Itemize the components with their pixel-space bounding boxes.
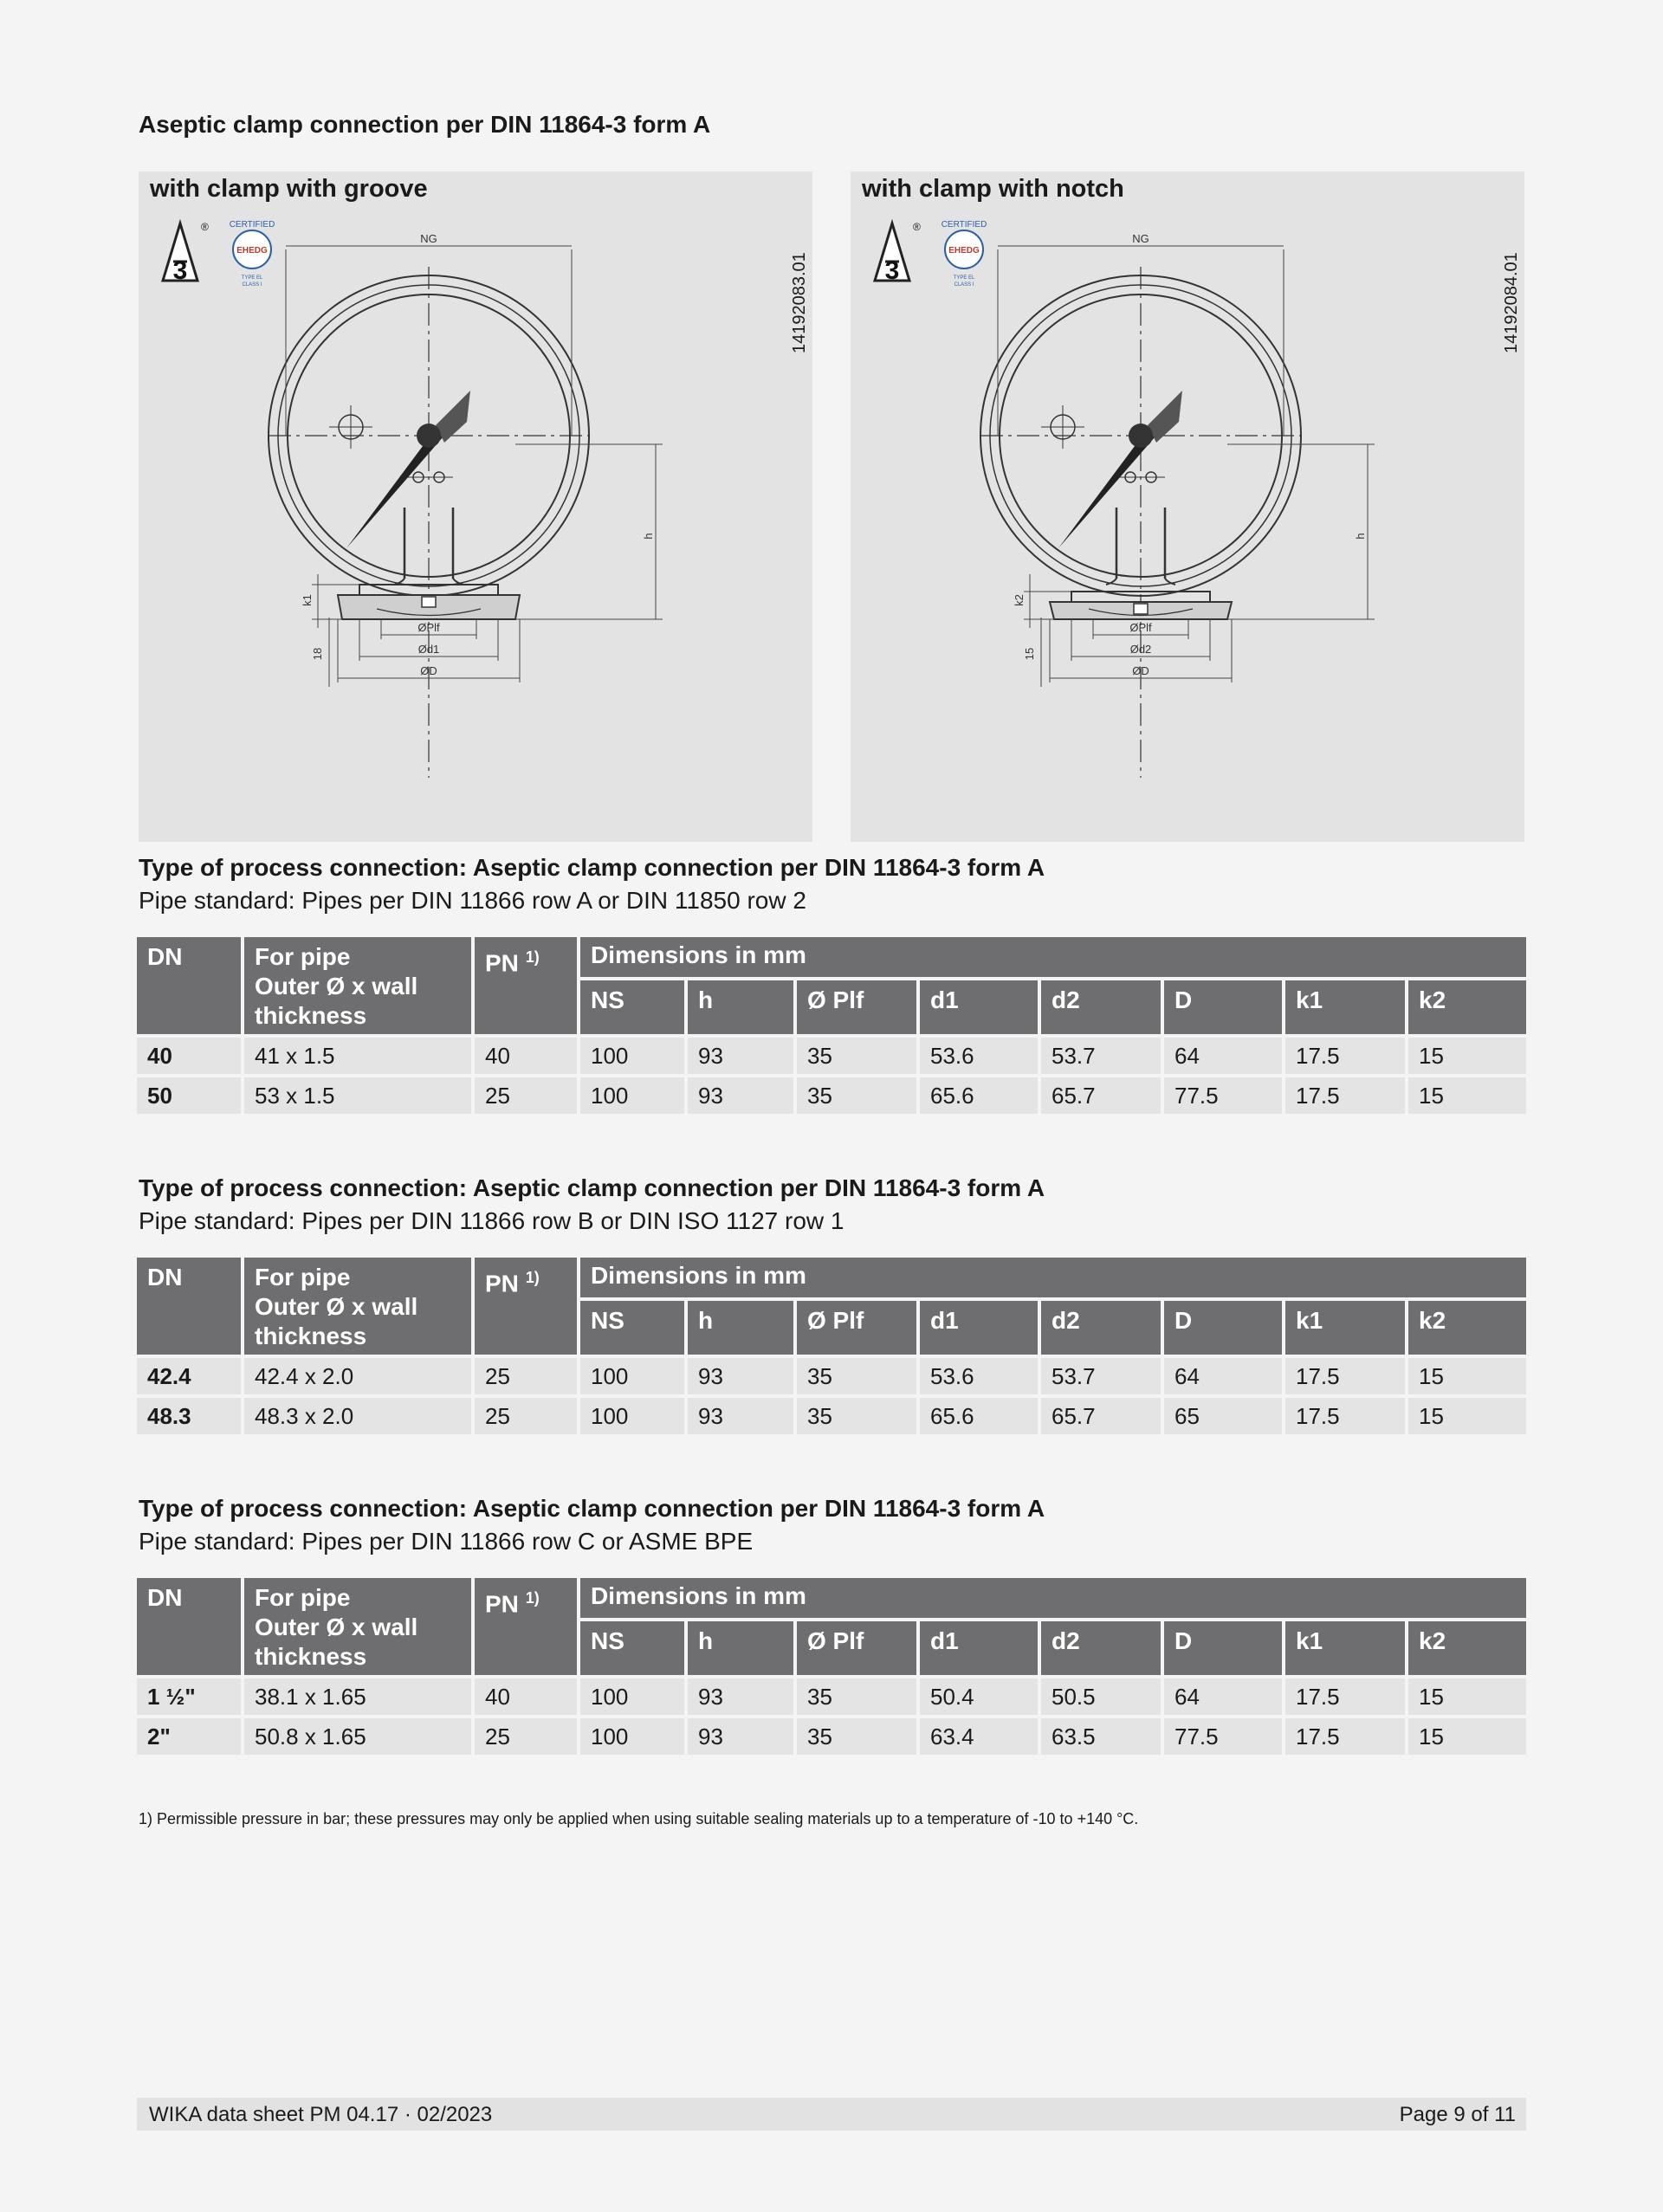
header-col-0: NS [580, 1301, 684, 1355]
ehedg-type: TYPE EL [953, 275, 975, 281]
cell-dn: 1 ½" [137, 1678, 241, 1715]
table-row [137, 1358, 1526, 1394]
cell-value: 50.4 [920, 1678, 1038, 1715]
header-col-2: Ø Plf [797, 1621, 916, 1675]
header-col-6: k1 [1285, 980, 1405, 1034]
header-col-0: NS [580, 980, 684, 1034]
header-pn [475, 1258, 577, 1355]
header-pn-note: 1) [525, 948, 540, 966]
cell-value: 53.7 [1041, 1358, 1161, 1394]
cell-value: 65.6 [920, 1077, 1038, 1114]
cell-pipe: 42.4 x 2.0 [244, 1358, 471, 1394]
dimension-table [133, 934, 1530, 1117]
ehedg-label: EHEDG [948, 246, 980, 255]
header-col-6: k1 [1285, 1301, 1405, 1355]
cell-value: 17.5 [1285, 1398, 1405, 1434]
cell-value: 35 [797, 1077, 916, 1114]
cell-pn: 40 [475, 1038, 577, 1074]
header-col-4: d2 [1041, 1621, 1161, 1675]
header-pipe-sub1: Outer Ø x wall [255, 1614, 418, 1640]
cell-value: 93 [688, 1718, 793, 1755]
footer-page-number: Page 9 of 11 [1399, 2103, 1516, 2126]
dim-ng-label: NG [1132, 232, 1149, 245]
dimension-table [133, 1254, 1530, 1438]
header-col-6: k1 [1285, 1621, 1405, 1675]
cell-value: 17.5 [1285, 1077, 1405, 1114]
header-col-4: d2 [1041, 980, 1161, 1034]
header-pipe [244, 1258, 471, 1355]
cell-value: 50.5 [1041, 1678, 1161, 1715]
dim-h-label: h [1354, 533, 1367, 540]
cell-value: 63.5 [1041, 1718, 1161, 1755]
cell-value: 53.6 [920, 1358, 1038, 1394]
dim-d1-label: Ød1 [417, 643, 440, 656]
cell-value: 15 [1408, 1718, 1526, 1755]
cell-pipe: 41 x 1.5 [244, 1038, 471, 1074]
header-col-4: d2 [1041, 1301, 1161, 1355]
cell-value: 15 [1408, 1358, 1526, 1394]
page-footer [137, 2098, 1526, 2131]
cell-pn: 40 [475, 1678, 577, 1715]
header-col-3: d1 [920, 1621, 1038, 1675]
pipe-standard: Pipe standard: Pipes per DIN 11866 row B or DIN ISO 1127 row 1 [139, 1207, 844, 1234]
header-pipe-sub1: Outer Ø x wall [255, 1293, 418, 1320]
header-pipe-sub2: thickness [255, 1643, 367, 1670]
cell-pn: 25 [475, 1718, 577, 1755]
header-col-1: h [688, 1621, 793, 1675]
header-pn-label: PN [485, 1590, 519, 1618]
pipe-standard: Pipe standard: Pipes per DIN 11866 row A or DIN 11850 row 2 [139, 887, 806, 914]
cell-dn: 50 [137, 1077, 241, 1114]
cell-dn: 2" [137, 1718, 241, 1755]
dim-plf-label: ØPlf [417, 621, 440, 634]
cell-value: 100 [580, 1718, 684, 1755]
section-heading: Type of process connection: Aseptic clamp connection per DIN 11864-3 form A [139, 854, 1045, 881]
cell-value: 15 [1408, 1398, 1526, 1434]
table-row [137, 1077, 1526, 1114]
ehedg-class: CLASS I [242, 282, 262, 288]
cell-value: 100 [580, 1038, 684, 1074]
ehedg-type: TYPE EL [241, 275, 263, 281]
cell-value: 65.7 [1041, 1077, 1161, 1114]
header-col-1: h [688, 1301, 793, 1355]
cell-value: 64 [1164, 1038, 1282, 1074]
cell-value: 100 [580, 1358, 684, 1394]
header-pn-note: 1) [525, 1589, 540, 1607]
header-col-2: Ø Plf [797, 980, 916, 1034]
cell-value: 64 [1164, 1358, 1282, 1394]
cell-value: 17.5 [1285, 1678, 1405, 1715]
header-pn-label: PN [485, 949, 519, 977]
dim-offset-label: 18 [311, 647, 324, 661]
cell-pn: 25 [475, 1077, 577, 1114]
header-pipe [244, 1578, 471, 1675]
dim-ng-label: NG [420, 232, 437, 245]
dim-k-label: k2 [1013, 594, 1026, 606]
dim-d1-label: Ød2 [1129, 643, 1152, 656]
header-col-2: Ø Plf [797, 1301, 916, 1355]
cell-value: 35 [797, 1038, 916, 1074]
cell-value: 93 [688, 1398, 793, 1434]
cell-value: 77.5 [1164, 1718, 1282, 1755]
3a-logo-text: 3 [884, 256, 900, 285]
cell-pipe: 48.3 x 2.0 [244, 1398, 471, 1434]
cell-value: 35 [797, 1398, 916, 1434]
cell-value: 17.5 [1285, 1718, 1405, 1755]
header-pipe-sub2: thickness [255, 1323, 367, 1349]
footer-datasheet: WIKA data sheet PM 04.17 · 02/2023 [149, 2103, 493, 2126]
figure-title: with clamp with notch [862, 175, 1124, 203]
table-row [137, 1398, 1526, 1434]
cell-value: 100 [580, 1678, 684, 1715]
header-dn: DN [137, 1258, 241, 1355]
header-col-7: k2 [1408, 1621, 1526, 1675]
cell-value: 93 [688, 1077, 793, 1114]
section-heading: Type of process connection: Aseptic clamp connection per DIN 11864-3 form A [139, 1174, 1045, 1201]
table-row [137, 1678, 1526, 1715]
table-row [137, 1718, 1526, 1755]
header-col-7: k2 [1408, 980, 1526, 1034]
cell-value: 15 [1408, 1038, 1526, 1074]
dim-D-label: ØD [420, 664, 437, 677]
registered-mark: ® [913, 221, 921, 233]
cell-value: 15 [1408, 1678, 1526, 1715]
cell-value: 93 [688, 1038, 793, 1074]
cell-value: 63.4 [920, 1718, 1038, 1755]
header-dn: DN [137, 1578, 241, 1675]
section-heading: Type of process connection: Aseptic clamp connection per DIN 11864-3 form A [139, 1495, 1045, 1522]
cell-dn: 40 [137, 1038, 241, 1074]
header-col-0: NS [580, 1621, 684, 1675]
gauge-drawing-groove [139, 171, 812, 842]
figure-clamp-groove [139, 171, 812, 842]
header-dn: DN [137, 937, 241, 1034]
cell-value: 65 [1164, 1398, 1282, 1434]
header-pipe-label: For pipe [255, 1264, 351, 1290]
cell-value: 15 [1408, 1077, 1526, 1114]
dim-k-label: k1 [301, 594, 314, 606]
header-pipe-label: For pipe [255, 943, 351, 970]
dim-plf-label: ØPlf [1129, 621, 1152, 634]
cell-pipe: 53 x 1.5 [244, 1077, 471, 1114]
header-pn-note: 1) [525, 1269, 540, 1286]
cell-value: 35 [797, 1678, 916, 1715]
pipe-standard: Pipe standard: Pipes per DIN 11866 row C or ASME BPE [139, 1528, 754, 1555]
page-title: Aseptic clamp connection per DIN 11864-3 form A [139, 111, 711, 138]
header-col-1: h [688, 980, 793, 1034]
cell-value: 64 [1164, 1678, 1282, 1715]
cell-pn: 25 [475, 1358, 577, 1394]
ehedg-class: CLASS I [954, 282, 974, 288]
figure-clamp-notch [851, 171, 1524, 842]
cell-value: 93 [688, 1678, 793, 1715]
footnote: 1) Permissible pressure in bar; these pressures may only be applied when using suitable sealing materials up to a temperature of -10 to +140 °C. [139, 1810, 1139, 1827]
header-col-7: k2 [1408, 1301, 1526, 1355]
header-pn-label: PN [485, 1270, 519, 1297]
header-pn [475, 1578, 577, 1675]
header-pn [475, 937, 577, 1034]
cell-value: 17.5 [1285, 1358, 1405, 1394]
header-pipe-sub1: Outer Ø x wall [255, 973, 418, 999]
figure-title: with clamp with groove [150, 175, 428, 203]
drawing-id: 14192083.01 [790, 252, 809, 353]
header-pipe [244, 937, 471, 1034]
cell-dn: 48.3 [137, 1398, 241, 1434]
cell-value: 35 [797, 1718, 916, 1755]
cell-pn: 25 [475, 1398, 577, 1434]
certified-label: CERTIFIED [941, 220, 987, 230]
dim-h-label: h [642, 533, 655, 540]
registered-mark: ® [201, 221, 209, 233]
cell-value: 53.6 [920, 1038, 1038, 1074]
certified-label: CERTIFIED [229, 220, 275, 230]
drawing-id: 14192084.01 [1502, 252, 1521, 353]
cell-pipe: 50.8 x 1.65 [244, 1718, 471, 1755]
cell-value: 100 [580, 1398, 684, 1434]
table-row [137, 1038, 1526, 1074]
header-col-5: D [1164, 1301, 1282, 1355]
cell-value: 65.6 [920, 1398, 1038, 1434]
dimension-table [133, 1575, 1530, 1758]
cell-value: 77.5 [1164, 1077, 1282, 1114]
dim-D-label: ØD [1132, 664, 1149, 677]
3a-logo-text: 3 [172, 256, 188, 285]
cell-dn: 42.4 [137, 1358, 241, 1394]
cell-pipe: 38.1 x 1.65 [244, 1678, 471, 1715]
header-col-5: D [1164, 980, 1282, 1034]
header-col-3: d1 [920, 980, 1038, 1034]
cell-value: 100 [580, 1077, 684, 1114]
gauge-drawing-notch [851, 171, 1524, 842]
header-dimensions: Dimensions in mm [580, 937, 1526, 977]
dim-offset-label: 15 [1023, 647, 1036, 661]
header-dimensions: Dimensions in mm [580, 1258, 1526, 1297]
ehedg-label: EHEDG [236, 246, 268, 255]
cell-value: 65.7 [1041, 1398, 1161, 1434]
header-pipe-label: For pipe [255, 1584, 351, 1611]
header-col-5: D [1164, 1621, 1282, 1675]
cell-value: 17.5 [1285, 1038, 1405, 1074]
header-dimensions: Dimensions in mm [580, 1578, 1526, 1618]
header-pipe-sub2: thickness [255, 1002, 367, 1029]
cell-value: 35 [797, 1358, 916, 1394]
cell-value: 53.7 [1041, 1038, 1161, 1074]
cell-value: 93 [688, 1358, 793, 1394]
header-col-3: d1 [920, 1301, 1038, 1355]
